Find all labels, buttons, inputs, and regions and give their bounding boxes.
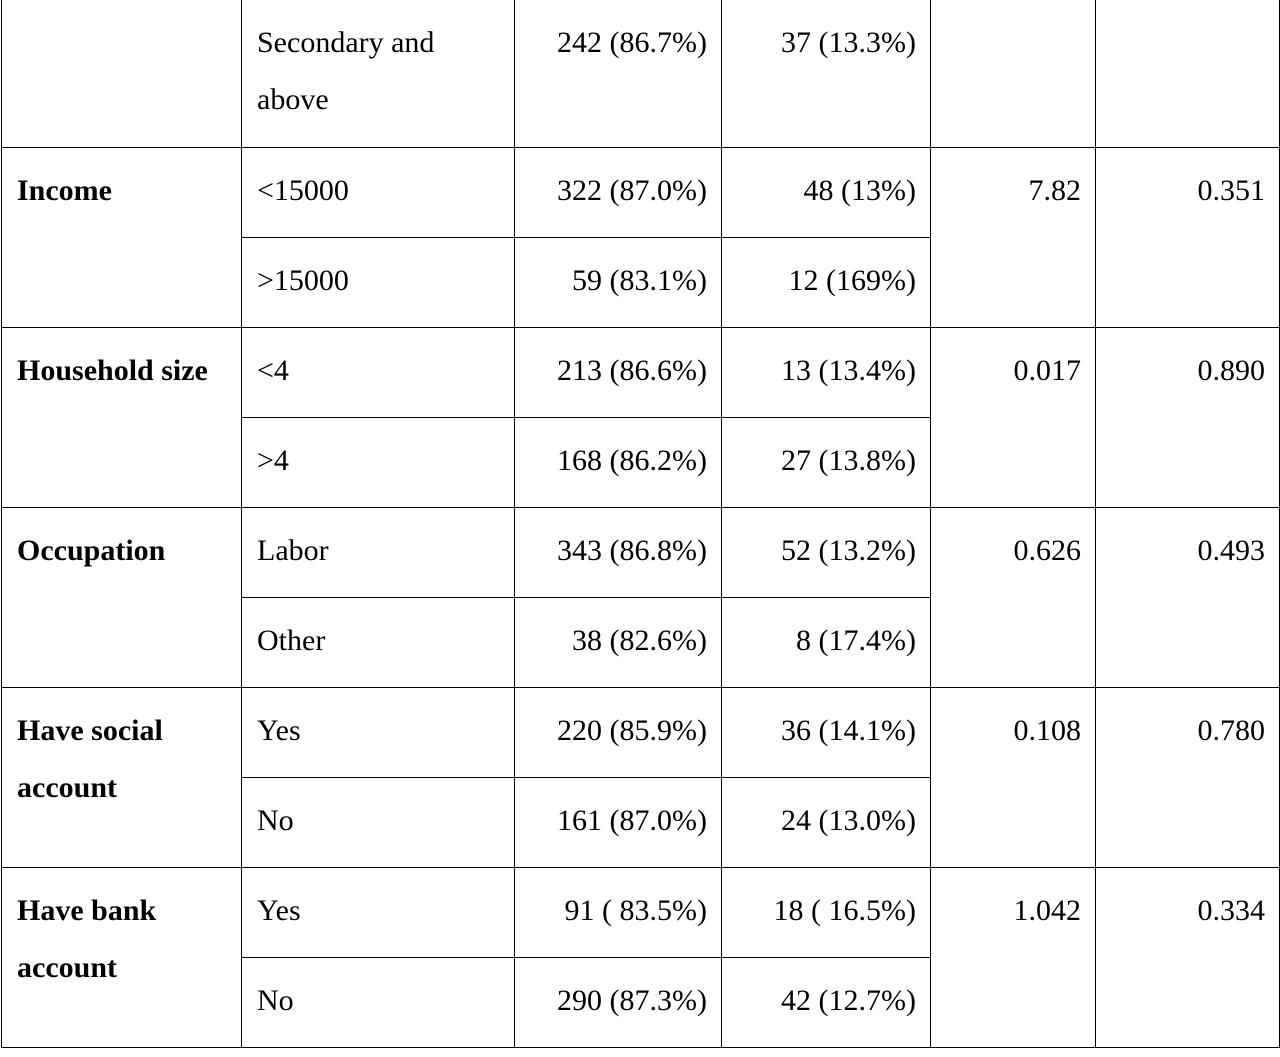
p-value-cell: 0.780: [1096, 687, 1280, 867]
table-row: [2, 507, 1280, 597]
count-cell: 59 (83.1%): [515, 237, 722, 327]
statistic-cell: 1.042: [931, 867, 1096, 1047]
count-cell: 18 ( 16.5%): [722, 867, 931, 957]
count-cell: 161 (87.0%): [515, 777, 722, 867]
statistic-cell: [931, 0, 1096, 147]
count-cell: 242 (86.7%): [515, 0, 722, 147]
count-cell: 91 ( 83.5%): [515, 867, 722, 957]
category-cell: >4: [242, 417, 515, 507]
variable-cell: Household size: [2, 327, 242, 507]
statistic-cell: 7.82: [931, 147, 1096, 327]
count-cell: 13 (13.4%): [722, 327, 931, 417]
category-cell: Labor: [242, 507, 515, 597]
count-cell: 24 (13.0%): [722, 777, 931, 867]
variable-cell: Occupation: [2, 507, 242, 687]
table-row: [2, 687, 1280, 777]
category-cell: <15000: [242, 147, 515, 237]
variable-cell: Have bank account: [2, 867, 242, 1047]
variable-cell: [2, 0, 242, 147]
table-row: [2, 0, 1280, 147]
count-cell: 220 (85.9%): [515, 687, 722, 777]
count-cell: 322 (87.0%): [515, 147, 722, 237]
statistic-cell: 0.108: [931, 687, 1096, 867]
p-value-cell: [1096, 0, 1280, 147]
category-cell: Yes: [242, 867, 515, 957]
p-value-cell: 0.890: [1096, 327, 1280, 507]
statistic-cell: 0.017: [931, 327, 1096, 507]
variable-cell: Have social account: [2, 687, 242, 867]
p-value-cell: 0.493: [1096, 507, 1280, 687]
count-cell: 42 (12.7%): [722, 957, 931, 1047]
count-cell: 213 (86.6%): [515, 327, 722, 417]
category-cell: No: [242, 957, 515, 1047]
count-cell: 8 (17.4%): [722, 597, 931, 687]
category-cell: Other: [242, 597, 515, 687]
category-cell: <4: [242, 327, 515, 417]
count-cell: 48 (13%): [722, 147, 931, 237]
count-cell: 12 (169%): [722, 237, 931, 327]
category-cell: No: [242, 777, 515, 867]
category-cell: Secondary and above: [242, 0, 515, 147]
count-cell: 36 (14.1%): [722, 687, 931, 777]
p-value-cell: 0.351: [1096, 147, 1280, 327]
table-row: [2, 327, 1280, 417]
statistic-cell: 0.626: [931, 507, 1096, 687]
count-cell: 27 (13.8%): [722, 417, 931, 507]
table-row: [2, 147, 1280, 237]
count-cell: 37 (13.3%): [722, 0, 931, 147]
table-body: [2, 0, 1280, 1047]
category-cell: >15000: [242, 237, 515, 327]
count-cell: 343 (86.8%): [515, 507, 722, 597]
count-cell: 52 (13.2%): [722, 507, 931, 597]
data-table: [1, 0, 1280, 1048]
variable-cell: Income: [2, 147, 242, 327]
category-cell: Yes: [242, 687, 515, 777]
count-cell: 38 (82.6%): [515, 597, 722, 687]
count-cell: 290 (87.3%): [515, 957, 722, 1047]
table-row: [2, 867, 1280, 957]
count-cell: 168 (86.2%): [515, 417, 722, 507]
p-value-cell: 0.334: [1096, 867, 1280, 1047]
